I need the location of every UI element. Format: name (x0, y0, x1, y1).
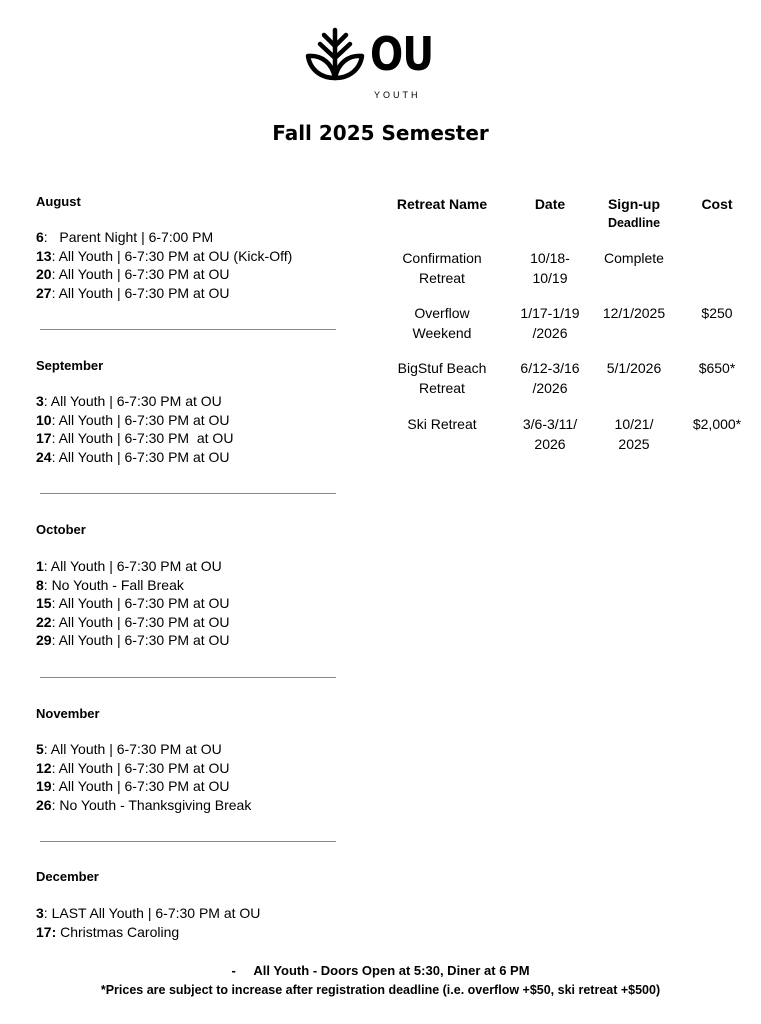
event-line: 19: All Youth | 6-7:30 PM at OU (36, 778, 230, 794)
event-line: 10: All Youth | 6-7:30 PM at OU (36, 411, 230, 428)
event-line: 1: All Youth | 6-7:30 PM at OU (36, 558, 222, 574)
price-disclaimer: *Prices are subject to increase after registration deadline (i.e. overflow +$50, ski retreat +$500) (100, 983, 661, 997)
month-october-events (36, 557, 230, 650)
retreat-deadline-cell: 5/1/2026 (606, 360, 662, 376)
event-line: 3: LAST All Youth | 6-7:30 PM at OU (36, 905, 261, 921)
header-retreat-name: Retreat Name (396, 196, 488, 212)
retreat-name-cell: Ski Retreat (407, 416, 477, 432)
leaf-icon (304, 24, 366, 82)
ou-youth-logo (304, 24, 434, 104)
event-line: 22: All Youth | 6-7:30 PM at OU (36, 613, 230, 630)
event-line: 24: All Youth | 6-7:30 PM at OU (36, 448, 230, 465)
month-november-heading: November (36, 706, 100, 721)
event-line: 27: All Youth | 6-7:30 PM at OU (36, 284, 230, 301)
month-november-events (36, 740, 251, 814)
divider (40, 329, 336, 330)
header-date: Date (534, 196, 566, 212)
retreat-cost-cell: $650* (698, 360, 736, 376)
retreat-deadline-cell: 12/1/2025 (602, 305, 666, 321)
header-cost: Cost (701, 196, 733, 212)
retreat-deadline-cell: Complete (604, 250, 664, 266)
month-august-events (36, 228, 292, 302)
doors-open-note: - All Youth - Doors Open at 5:30, Diner at 6 PM (231, 963, 530, 978)
retreat-name-cell: Confirmation Retreat (402, 250, 482, 286)
retreat-date-cell: 6/12-3/16 /2026 (520, 360, 580, 396)
header-signup-deadline: Deadline (607, 216, 661, 230)
month-october-heading: October (36, 522, 86, 537)
month-september-events (36, 392, 233, 466)
logo-subtitle: YOUTH (374, 90, 421, 100)
retreat-date-cell: 1/17-1/19 /2026 (520, 305, 580, 341)
retreat-cost-cell: $250 (701, 305, 733, 321)
event-line: 5: All Youth | 6-7:30 PM at OU (36, 741, 222, 757)
divider (40, 677, 336, 678)
month-december-events (36, 904, 260, 941)
event-line: 8: No Youth - Fall Break (36, 576, 184, 593)
event-line: 15: All Youth | 6-7:30 PM at OU (36, 595, 230, 611)
retreat-date-cell: 3/6-3/11/ 2026 (522, 416, 578, 452)
page-title: Fall 2025 Semester (272, 121, 489, 145)
event-line: 3: All Youth | 6-7:30 PM at OU (36, 393, 222, 409)
divider (40, 841, 336, 842)
event-line: 12: All Youth | 6-7:30 PM at OU (36, 759, 230, 776)
event-line: 13: All Youth | 6-7:30 PM at OU (Kick-Off) (36, 247, 293, 264)
retreat-deadline-cell: 10/21/ 2025 (614, 416, 654, 452)
month-august-heading: August (36, 194, 81, 209)
event-line: 17: Christmas Caroling (36, 923, 180, 940)
month-december-heading: December (36, 869, 99, 884)
event-line: 17: All Youth | 6-7:30 PM at OU (36, 430, 234, 446)
retreat-date-cell: 10/18- 10/19 (530, 250, 570, 286)
event-line: 29: All Youth | 6-7:30 PM at OU (36, 632, 230, 648)
event-line: 6: Parent Night | 6-7:00 PM (36, 229, 214, 245)
retreat-name-cell: BigStuf Beach Retreat (397, 360, 487, 396)
retreat-cost-cell: $2,000* (692, 416, 742, 432)
header-signup: Sign-up (607, 196, 661, 212)
event-line: 26: No Youth - Thanksgiving Break (36, 796, 252, 813)
event-line: 20: All Youth | 6-7:30 PM at OU (36, 266, 230, 282)
month-september-heading: September (36, 358, 104, 373)
divider (40, 493, 336, 494)
logo-mark: OU (370, 27, 434, 81)
retreat-name-cell: Overflow Weekend (412, 305, 472, 341)
